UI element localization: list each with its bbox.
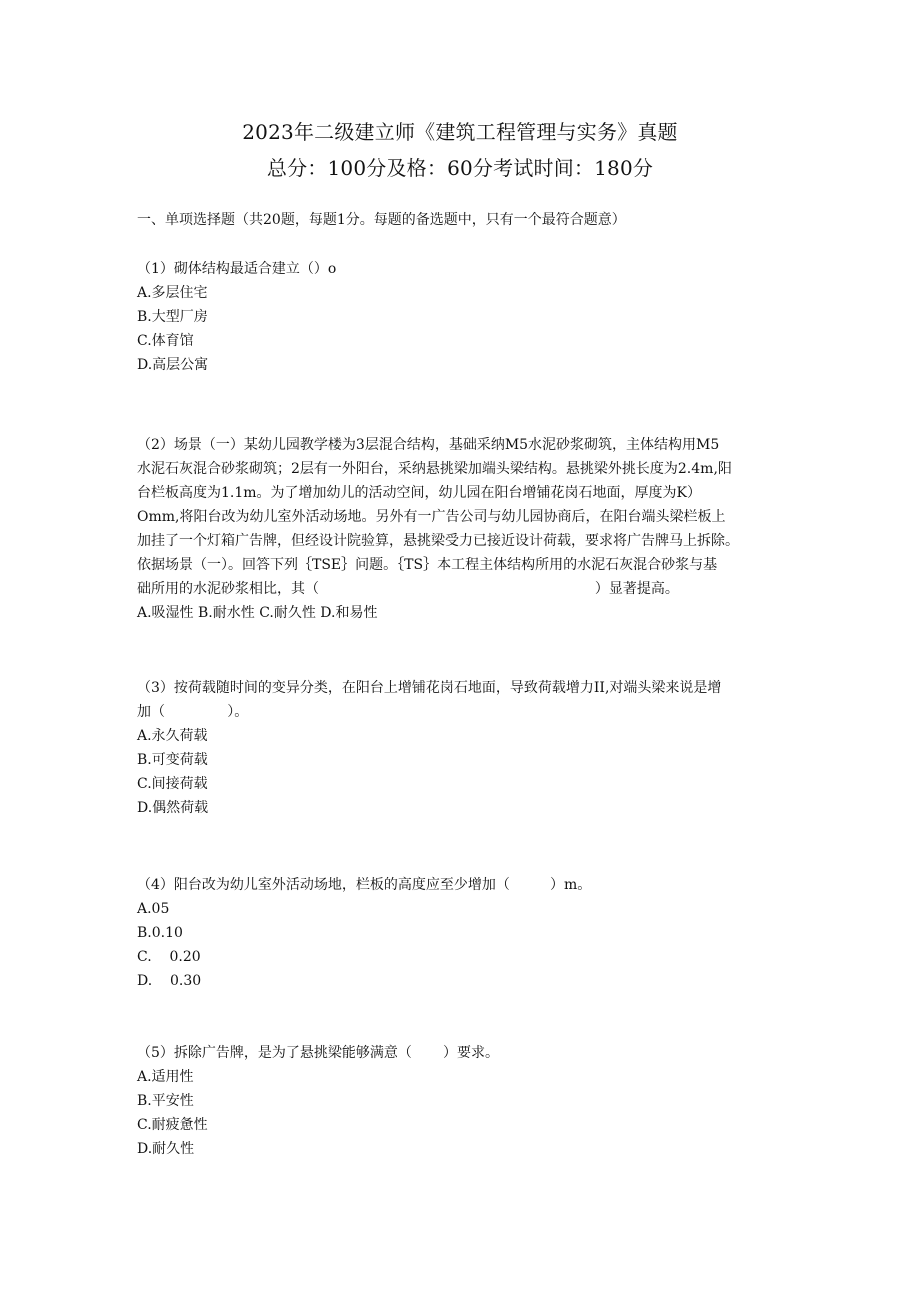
- question-4: [137, 873, 785, 993]
- option-a: A.多层住宅: [137, 285, 208, 301]
- option-a: A.适用性: [137, 1069, 194, 1085]
- question-stem-line: （3）按荷载随时间的变异分类，在阳台上增铺花岗石地面，导致荷载增力II,对端头梁来说是增: [137, 680, 722, 696]
- option-c: C. 0.20: [137, 949, 201, 965]
- option-b: B.可变荷载: [137, 752, 208, 768]
- question-stem: （4）阳台改为幼儿室外活动场地，栏板的高度应至少增加（ ）m。: [137, 877, 592, 893]
- question-stem-line: 加挂了一个灯箱广告牌，但经设计院验算，悬挑梁受力已接近设计荷载，要求将广告牌马上拆除。: [137, 533, 739, 549]
- option-c: C.体育馆: [137, 333, 194, 349]
- option-d: D.高层公寓: [137, 357, 209, 373]
- question-stem-line: 台栏板高度为1.1m。为了增加幼儿的活动空间，幼儿园在阳台增铺花岗石地面，厚度为K）: [137, 485, 701, 501]
- question-stem: （1）砌体结构最适合建立（）o: [137, 261, 337, 277]
- question-stem-line: Omm,将阳台改为幼儿室外活动场地。另外有一广告公司与幼儿园协商后，在阳台端头梁栏板上: [137, 509, 726, 525]
- question-stem-line: 依据场景（一）。回答下列｛TSE｝问题。｛TS｝本工程主体结构所用的水泥石灰混合砂浆与基: [137, 557, 718, 573]
- options-line: A.吸湿性 B.耐水性 C.耐久性 D.和易性: [137, 605, 378, 621]
- section-heading: 一、单项选择题（共20题，每题1分。每题的备选题中，只有一个最符合题意）: [137, 212, 626, 228]
- document-subtitle: 总分：100分及格：60分考试时间：180分: [266, 156, 654, 180]
- option-a: A.永久荷载: [137, 728, 208, 744]
- question-2: [137, 433, 785, 625]
- option-d: D.偶然荷载: [137, 800, 209, 816]
- question-stem-line: 水泥石灰混合砂浆砌筑；2层有一外阳台，采纳悬挑梁加端头梁结构。悬挑梁外挑长度为2.4m,阳: [137, 461, 732, 477]
- option-b: B.大型厂房: [137, 309, 208, 325]
- option-c: C.间接荷载: [137, 776, 208, 792]
- question-stem-line: 础所用的水泥砂浆相比，其（ ）显著提高。: [137, 581, 679, 597]
- question-5: [137, 1041, 785, 1161]
- option-b: B.0.10: [137, 925, 183, 941]
- option-d: D. 0.30: [137, 973, 202, 989]
- option-b: B.平安性: [137, 1093, 194, 1109]
- question-stem-line: （2）场景（一）某幼儿园教学楼为3层混合结构，基础采纳M5水泥砂浆砌筑，主体结构用M5: [137, 437, 720, 453]
- question-3: [137, 676, 785, 820]
- question-1: [137, 257, 785, 377]
- option-c: C.耐疲惫性: [137, 1117, 208, 1133]
- document-title: 2023年二级建立师《建筑工程管理与实务》真题: [242, 120, 678, 144]
- option-d: D.耐久性: [137, 1141, 195, 1157]
- question-stem: （5）拆除广告牌，是为了悬挑梁能够满意（ ）要求。: [137, 1045, 500, 1061]
- question-stem-line: 加（ ）。: [137, 704, 249, 720]
- option-a: A.05: [137, 901, 170, 917]
